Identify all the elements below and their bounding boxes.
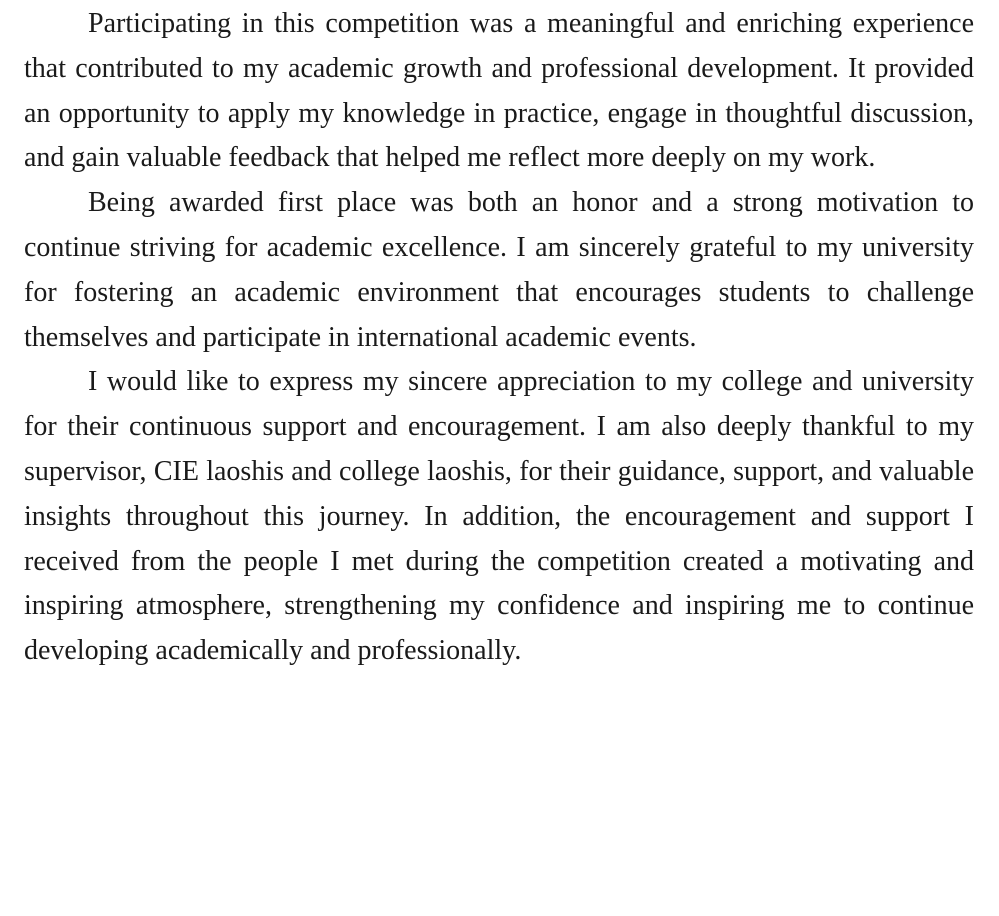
paragraph-competition-experience: Participating in this competition was a meaningful and enriching experience that contributed to my academic growth and professional development. It provided an opportunity to apply my knowledge in practice, engage in thoughtful discussion, and gain valuable feedback that helped me reflect more deeply on my work. [24,8,974,174]
paragraph-acknowledgements: I would like to express my sincere appreciation to my college and university for their continuous support and encouragement. I am also deeply thankful to my supervisor, CIE laoshis and college laoshis, for their guidance, support, and valuable insights throughout this journey. In addition, the encouragement and support I received from the people I met during the competition created a motivating and inspiring atmosphere, strengthening my confidence and inspiring me to continue developing academically and professionally. [24,366,974,667]
paragraph-first-place-award: Being awarded first place was both an honor and a strong motivation to continue striving for academic excellence. I am sincerely grateful to my university for fostering an academic environment that encourages students to challenge themselves and participate in international academic events. [24,187,974,353]
